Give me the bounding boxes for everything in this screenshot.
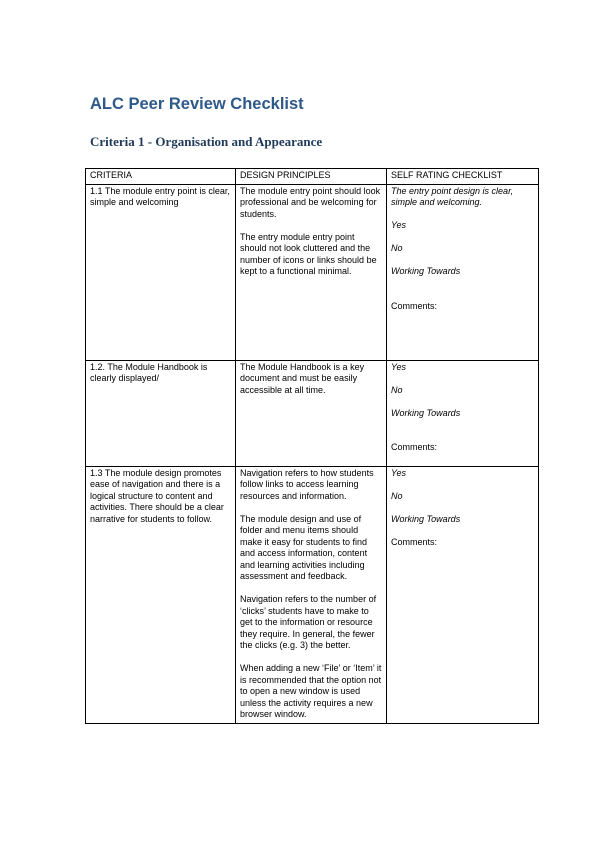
table-row bbox=[86, 184, 539, 360]
criteria-cell bbox=[86, 360, 236, 466]
header-design-principles: DESIGN PRINCIPLES bbox=[236, 169, 387, 185]
principle-text: The Module Handbook is a key document and must be easily accessible at all time. bbox=[240, 361, 365, 395]
table-row bbox=[86, 360, 539, 466]
rating-working-towards-option: Working Towards bbox=[391, 407, 461, 418]
spacer bbox=[391, 289, 534, 301]
principle-text: When adding a new ‘File’ or ‘Item’ it is recommended that the option not to open a new window is used unless the activity requires a new browser window. bbox=[240, 663, 382, 719]
rating-yes-option: Yes bbox=[391, 220, 407, 230]
table-row bbox=[86, 466, 539, 723]
rating-working-towards-option: Working Towards bbox=[391, 266, 461, 276]
rating-intro: The entry point design is clear, simple and welcoming. bbox=[391, 185, 514, 207]
rating-cell bbox=[387, 466, 539, 723]
page-title: ALC Peer Review Checklist bbox=[90, 95, 304, 113]
principles-cell bbox=[236, 466, 387, 723]
header-self-rating: SELF RATING CHECKLIST bbox=[387, 169, 539, 185]
criteria-cell bbox=[86, 466, 236, 723]
principle-text: The module design and use of folder and menu items should make it easy for students to find and access information, content and learning activities including assessment and feedback. bbox=[240, 513, 368, 581]
rating-working-towards-option: Working Towards bbox=[391, 513, 461, 524]
rating-yes-option: Yes bbox=[391, 467, 407, 478]
criteria-text: 1.1 The module entry point is clear, simple and welcoming bbox=[90, 185, 230, 207]
principle-text: Navigation refers to how students follow links to access learning resources and information. bbox=[240, 467, 374, 501]
rating-no-option: No bbox=[391, 490, 403, 501]
principle-text: Navigation refers to the number of ‘clicks’ students have to make to get to the information or resource they require. In general, the fewer the clicks (e.g. 3) the better. bbox=[240, 594, 377, 650]
criteria-text: 1.3 The module design promotes ease of navigation and there is a logical structure to content and activities. There should be a clear narrative for students to follow. bbox=[90, 467, 224, 524]
principle-text: The entry module entry point should not look cluttered and the number of icons or links should be kept to a functional minimal. bbox=[240, 231, 377, 276]
rating-comments-label: Comments: bbox=[391, 300, 438, 311]
rating-no-option: No bbox=[391, 384, 403, 395]
table-header-row bbox=[86, 169, 539, 185]
criteria-text: 1.2. The Module Handbook is clearly displayed/ bbox=[90, 361, 208, 383]
rating-no-option: No bbox=[391, 243, 403, 253]
spacer bbox=[391, 431, 534, 443]
principles-cell bbox=[236, 360, 387, 466]
rating-comments-label: Comments: bbox=[391, 536, 438, 547]
checklist-table bbox=[85, 168, 539, 724]
rating-yes-option: Yes bbox=[391, 361, 407, 372]
principles-cell bbox=[236, 184, 387, 360]
principle-text: The module entry point should look professional and be welcoming for students. bbox=[240, 185, 381, 219]
rating-comments-label: Comments: bbox=[391, 442, 438, 452]
criteria-cell bbox=[86, 184, 236, 360]
rating-cell bbox=[387, 360, 539, 466]
rating-cell bbox=[387, 184, 539, 360]
section-heading: Criteria 1 - Organisation and Appearance bbox=[90, 134, 323, 149]
header-criteria: CRITERIA bbox=[86, 169, 236, 185]
